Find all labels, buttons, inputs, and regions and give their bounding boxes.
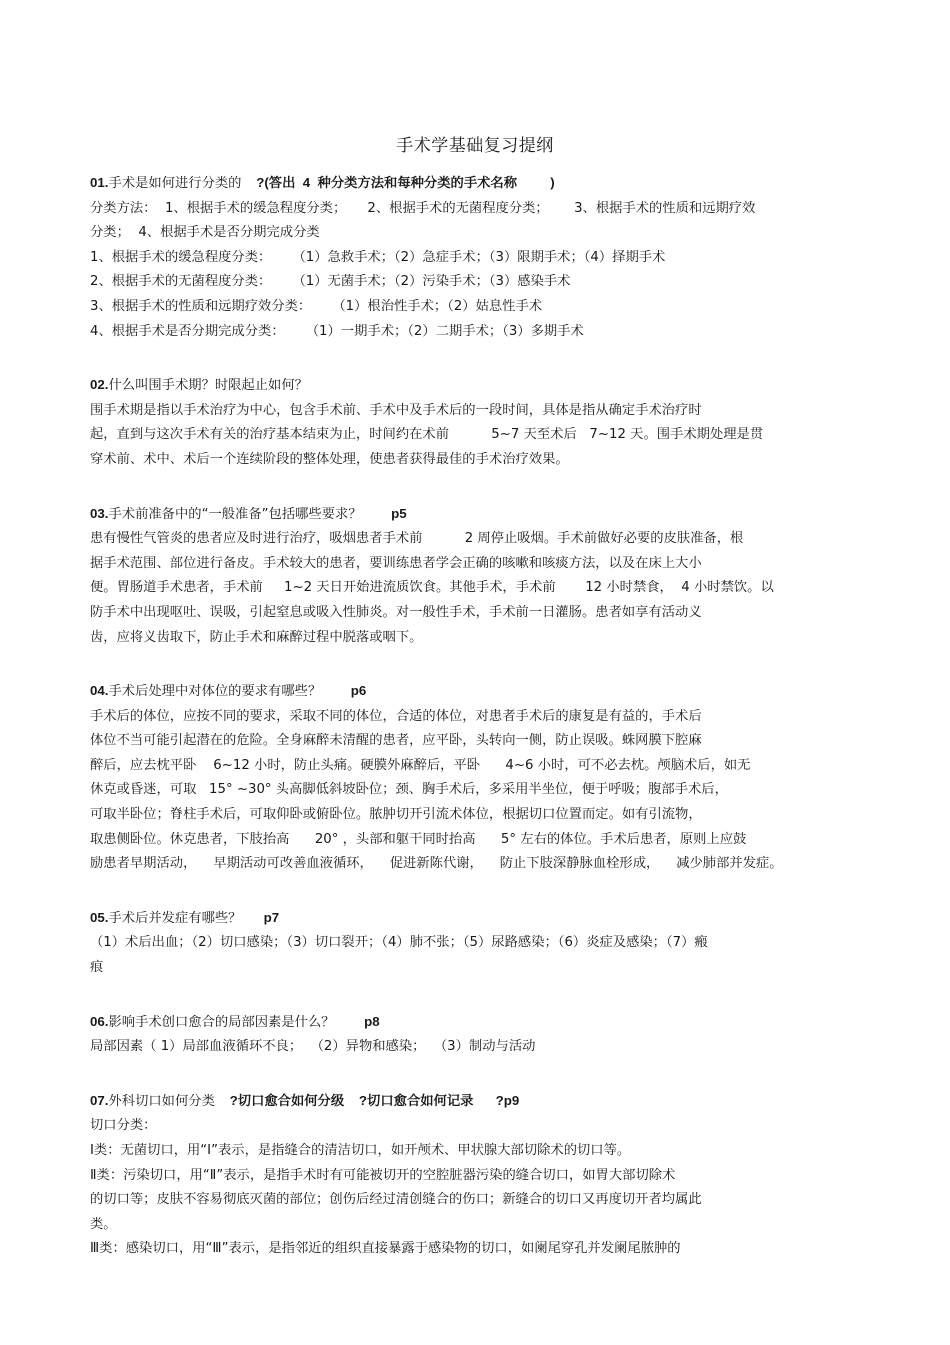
question-heading: [90, 906, 865, 932]
answer-line: 患有慢性气管炎的患者应及时进行治疗，吸烟患者手术前 2 周停止吸烟。手术前做好必要的皮肤准备，根: [90, 531, 744, 547]
question-text: 什么叫围手术期？时限起止如何？: [108, 378, 308, 394]
answer-line: 分类方法： 1、根据手术的缓急程度分类； 2、根据手术的无菌程度分类； 3、根据手术的性质和远期疗效: [90, 200, 756, 216]
question-number: 06.: [90, 1013, 109, 1029]
document-body: [90, 171, 865, 1291]
answer-line: 4、根据手术是否分期完成分类： （1）一期手术；（2）二期手术；（3）多期手术: [90, 323, 584, 339]
answer-line: 取患侧卧位。休克患者，下肢抬高 20° ，头部和躯干同时抬高 5° 左右的体位。手术后患者，原则上应鼓: [90, 831, 747, 847]
question-heading: [90, 373, 865, 399]
question-number: 05.: [90, 909, 109, 925]
answer-line: 手术后的体位，应按不同的要求，采取不同的体位，合适的体位，对患者手术后的康复是有益的，手术后: [90, 708, 702, 724]
answer-line: 1、根据手术的缓急程度分类： （1）急救手术；（2）急症手术；（3）限期手术；（4）择期手术: [90, 249, 666, 265]
page-reference: p6: [321, 683, 367, 699]
question-text: 影响手术创口愈合的局部因素是什么？: [108, 1014, 335, 1030]
answer-line: 切口分类：: [90, 1118, 157, 1134]
answer-line: 醉后，应去枕平卧 6~12 小时，防止头痛。硬膜外麻醉后，平卧 4~6 小时，可不必去枕。颅脑术后，如无: [90, 757, 751, 773]
answer-line: 起，直到与这次手术有关的治疗基本结束为止，时间约在术前 5~7 天至术后 7~12 天。围手术期处理是贯: [90, 427, 764, 443]
question-heading: [90, 502, 865, 528]
section-05: [90, 906, 865, 981]
question-text: 外科切口如何分类: [108, 1093, 215, 1109]
question-heading: [90, 1089, 865, 1115]
question-text: 手术后处理中对体位的要求有哪些？: [108, 684, 322, 700]
answer-line: 2、根据手术的无菌程度分类： （1）无菌手术；（2）污染手术；（3）感染手术: [90, 274, 571, 290]
question-number: 03.: [90, 505, 109, 521]
page-reference: p8: [334, 1013, 380, 1029]
answer-line: 的切口等；皮肤不容易彻底灭菌的部位；创伤后经过清创缝合的伤口；新缝合的切口又再度切开者均属此: [90, 1192, 702, 1208]
section-02: [90, 373, 865, 472]
answer-line: 围手术期是指以手术治疗为中心，包含手术前、手术中及手术后的一段时间，具体是指从确定手术治疗时: [90, 402, 702, 418]
answer-line: 局部因素（ 1）局部血液循环不良； （2）异物和感染； （3）制动与活动: [90, 1039, 536, 1055]
question-note: ?切口愈合如何分级 ?切口愈合如何记录 ?p9: [214, 1092, 520, 1108]
question-heading: [90, 1010, 865, 1036]
answer-line: 休克或昏迷，可取 15° ~30° 头高脚低斜坡卧位；颈、胸手术后，多采用半坐位，便于呼吸；腹部手术后，: [90, 782, 728, 798]
answer-line: （1）术后出血；（2）切口感染；（3）切口裂开；（4）肺不张；（5）尿路感染；（6）炎症及感染；（7）瘢: [90, 935, 708, 951]
section-01: [90, 171, 865, 344]
answer-line: 痕: [90, 960, 104, 976]
answer-line: Ⅱ类：污染切口，用“Ⅱ”表示，是指手术时有可能被切开的空腔脏器污染的缝合切口，如胃大部切除术: [90, 1167, 676, 1183]
section-06: [90, 1010, 865, 1060]
section-07: [90, 1089, 865, 1262]
answer-line: Ⅲ类：感染切口，用“Ⅲ”表示，是指邻近的组织直接暴露于感染物的切口，如阑尾穿孔并发阑尾脓肿的: [90, 1241, 681, 1257]
question-text: 手术是如何进行分类的: [108, 176, 242, 191]
question-number: 04.: [90, 683, 109, 699]
answer-line: 励患者早期活动， 早期活动可改善血液循环， 促进新陈代谢， 防止下肢深静脉血栓形成， 减少肺部并发症。: [90, 856, 783, 872]
answer-line: 可取半卧位；脊柱手术后，可取仰卧或俯卧位。脓肿切开引流术体位，根据切口位置而定。如有引流物，: [90, 807, 702, 823]
answer-line: Ⅰ类：无菌切口，用“Ⅰ”表示，是指缝合的清洁切口，如开颅术、甲状腺大部切除术的切口等。: [90, 1143, 631, 1158]
answer-line: 据手术范围、部位进行备皮。手术较大的患者，要训练患者学会正确的咳嗽和咳痰方法，以及在床上大小: [90, 555, 702, 571]
answer-line: 齿，应将义齿取下，防止手术和麻醉过程中脱落或咽下。: [90, 629, 423, 645]
question-number: 02.: [90, 377, 109, 393]
question-text: 手术后并发症有哪些？: [108, 910, 242, 926]
answer-line: 类。: [90, 1216, 117, 1232]
answer-line: 体位不当可能引起潜在的危险。全身麻醉未清醒的患者，应平卧，头转向一侧，防止误吸。蛛网膜下腔麻: [90, 733, 702, 749]
page-reference: p7: [241, 909, 280, 925]
question-note: ?(答出 4 种分类方法和每种分类的手术名称 ): [241, 175, 555, 190]
question-heading: [90, 171, 865, 197]
answer-line: 分类； 4、根据手术是否分期完成分类: [90, 225, 320, 241]
document-title: 手术学基础复习提纲: [396, 136, 554, 156]
answer-line: 3、根据手术的性质和远期疗效分类： （1）根治性手术；（2）姑息性手术: [90, 298, 543, 314]
page-reference: p5: [361, 505, 407, 521]
question-number: 07.: [90, 1092, 109, 1108]
question-heading: [90, 679, 865, 705]
section-04: [90, 679, 865, 877]
answer-line: 穿术前、术中、术后一个连续阶段的整体处理，使患者获得最佳的手术治疗效果。: [90, 451, 569, 467]
question-text: 手术前准备中的“一般准备”包括哪些要求？: [108, 506, 362, 522]
answer-line: 防手术中出现呕吐、误吸，引起窒息或吸入性肺炎。对一般性手术，手术前一日灌肠。患者如享有活动义: [90, 604, 702, 620]
answer-line: 便。胃肠道手术患者，手术前 1~2 天日开始进流质饮食。其他手术，手术前 12 小时禁食， 4 小时禁饮。以: [90, 580, 774, 596]
section-03: [90, 502, 865, 651]
question-number: 01.: [90, 175, 109, 190]
